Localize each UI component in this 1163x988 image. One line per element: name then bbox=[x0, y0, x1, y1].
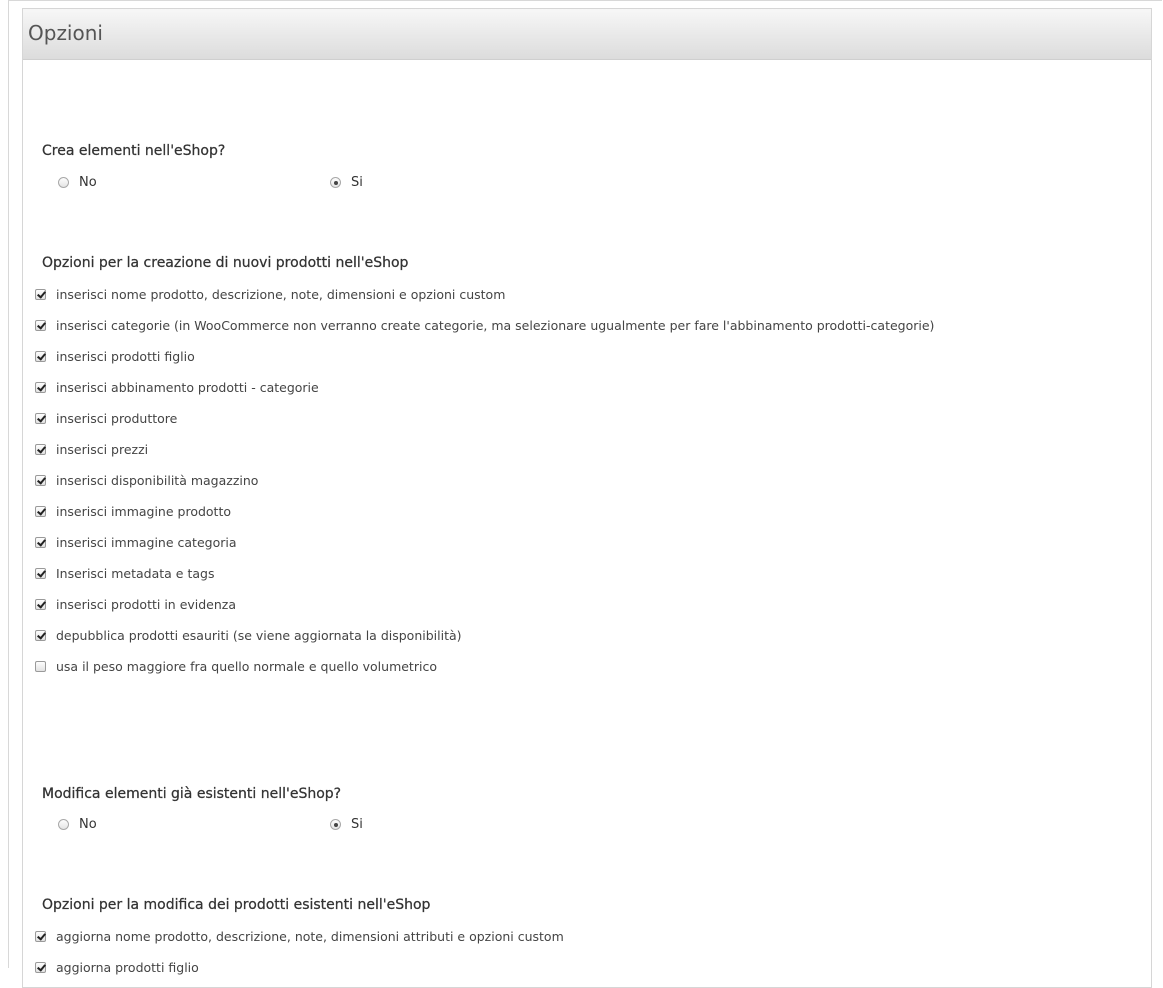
modify-question: Modifica elementi già esistenti nell'eShop? bbox=[42, 786, 342, 802]
radio-button[interactable] bbox=[58, 177, 69, 188]
checkbox-label: inserisci disponibilità magazzino bbox=[56, 472, 259, 488]
checkbox-label: inserisci prodotti figlio bbox=[56, 348, 195, 364]
checkbox-label: depubblica prodotti esauriti (se viene aggiornata la disponibilità) bbox=[56, 627, 462, 643]
checkbox-label: Inserisci metadata e tags bbox=[56, 565, 215, 581]
create-option-8[interactable] bbox=[35, 533, 237, 551]
radio-button[interactable] bbox=[58, 819, 69, 830]
checkbox[interactable] bbox=[35, 568, 46, 579]
checkbox[interactable] bbox=[35, 630, 46, 641]
checkbox-label: inserisci immagine prodotto bbox=[56, 503, 231, 519]
create-options-title: Opzioni per la creazione di nuovi prodotti nell'eShop bbox=[42, 255, 409, 271]
checkbox[interactable] bbox=[35, 382, 46, 393]
create-option-5[interactable] bbox=[35, 440, 148, 458]
checkbox-label: inserisci immagine categoria bbox=[56, 534, 237, 550]
create-option-2[interactable] bbox=[35, 347, 195, 365]
create-option-7[interactable] bbox=[35, 502, 231, 520]
modify-radio-group bbox=[58, 817, 458, 837]
checkbox[interactable] bbox=[35, 351, 46, 362]
checkbox[interactable] bbox=[35, 537, 46, 548]
radio-label: No bbox=[79, 175, 97, 190]
create-option-10[interactable] bbox=[35, 595, 236, 613]
modify-radio-no[interactable] bbox=[58, 817, 97, 832]
checkbox-label: inserisci nome prodotto, descrizione, note, dimensioni e opzioni custom bbox=[56, 286, 506, 302]
create-option-11[interactable] bbox=[35, 626, 462, 644]
checkbox[interactable] bbox=[35, 475, 46, 486]
checkbox[interactable] bbox=[35, 931, 46, 942]
panel-header bbox=[23, 9, 1151, 60]
modify-options-title: Opzioni per la modifica dei prodotti esistenti nell'eShop bbox=[42, 897, 431, 913]
checkbox[interactable] bbox=[35, 599, 46, 610]
checkbox-label: inserisci abbinamento prodotti - categorie bbox=[56, 379, 319, 395]
create-option-9[interactable] bbox=[35, 564, 214, 582]
checkbox-label: usa il peso maggiore fra quello normale e quello volumetrico bbox=[56, 658, 437, 674]
radio-label: Si bbox=[351, 175, 363, 190]
radio-button[interactable] bbox=[330, 177, 341, 188]
create-radio-no[interactable] bbox=[58, 175, 97, 190]
checkbox[interactable] bbox=[35, 320, 46, 331]
create-radio-group bbox=[58, 175, 458, 195]
checkbox[interactable] bbox=[35, 661, 46, 672]
modify-radio-si[interactable] bbox=[330, 817, 363, 832]
panel-title: Opzioni bbox=[28, 21, 103, 45]
radio-label: No bbox=[79, 817, 97, 832]
checkbox[interactable] bbox=[35, 444, 46, 455]
radio-button[interactable] bbox=[330, 819, 341, 830]
checkbox-label: inserisci produttore bbox=[56, 410, 178, 426]
create-option-3[interactable] bbox=[35, 378, 319, 396]
checkbox-label: inserisci prezzi bbox=[56, 441, 149, 457]
modify-option-1[interactable] bbox=[35, 958, 199, 976]
create-option-4[interactable] bbox=[35, 409, 177, 427]
checkbox-label: aggiorna prodotti figlio bbox=[56, 959, 199, 975]
create-option-6[interactable] bbox=[35, 471, 258, 489]
create-question: Crea elementi nell'eShop? bbox=[42, 143, 226, 159]
modify-option-0[interactable] bbox=[35, 927, 564, 945]
checkbox-label: inserisci prodotti in evidenza bbox=[56, 596, 237, 612]
checkbox[interactable] bbox=[35, 506, 46, 517]
checkbox[interactable] bbox=[35, 413, 46, 424]
create-option-1[interactable] bbox=[35, 316, 934, 334]
checkbox[interactable] bbox=[35, 962, 46, 973]
checkbox[interactable] bbox=[35, 289, 46, 300]
checkbox-label: inserisci categorie (in WooCommerce non verranno create categorie, ma selezionare ugualmente per fare l'abbinamento prodotti-categorie) bbox=[56, 317, 935, 333]
checkbox-label: aggiorna nome prodotto, descrizione, note, dimensioni attributi e opzioni custom bbox=[56, 928, 564, 944]
radio-label: Si bbox=[351, 817, 363, 832]
create-radio-si[interactable] bbox=[330, 175, 363, 190]
create-option-12[interactable] bbox=[35, 657, 437, 675]
create-option-0[interactable] bbox=[35, 285, 505, 303]
